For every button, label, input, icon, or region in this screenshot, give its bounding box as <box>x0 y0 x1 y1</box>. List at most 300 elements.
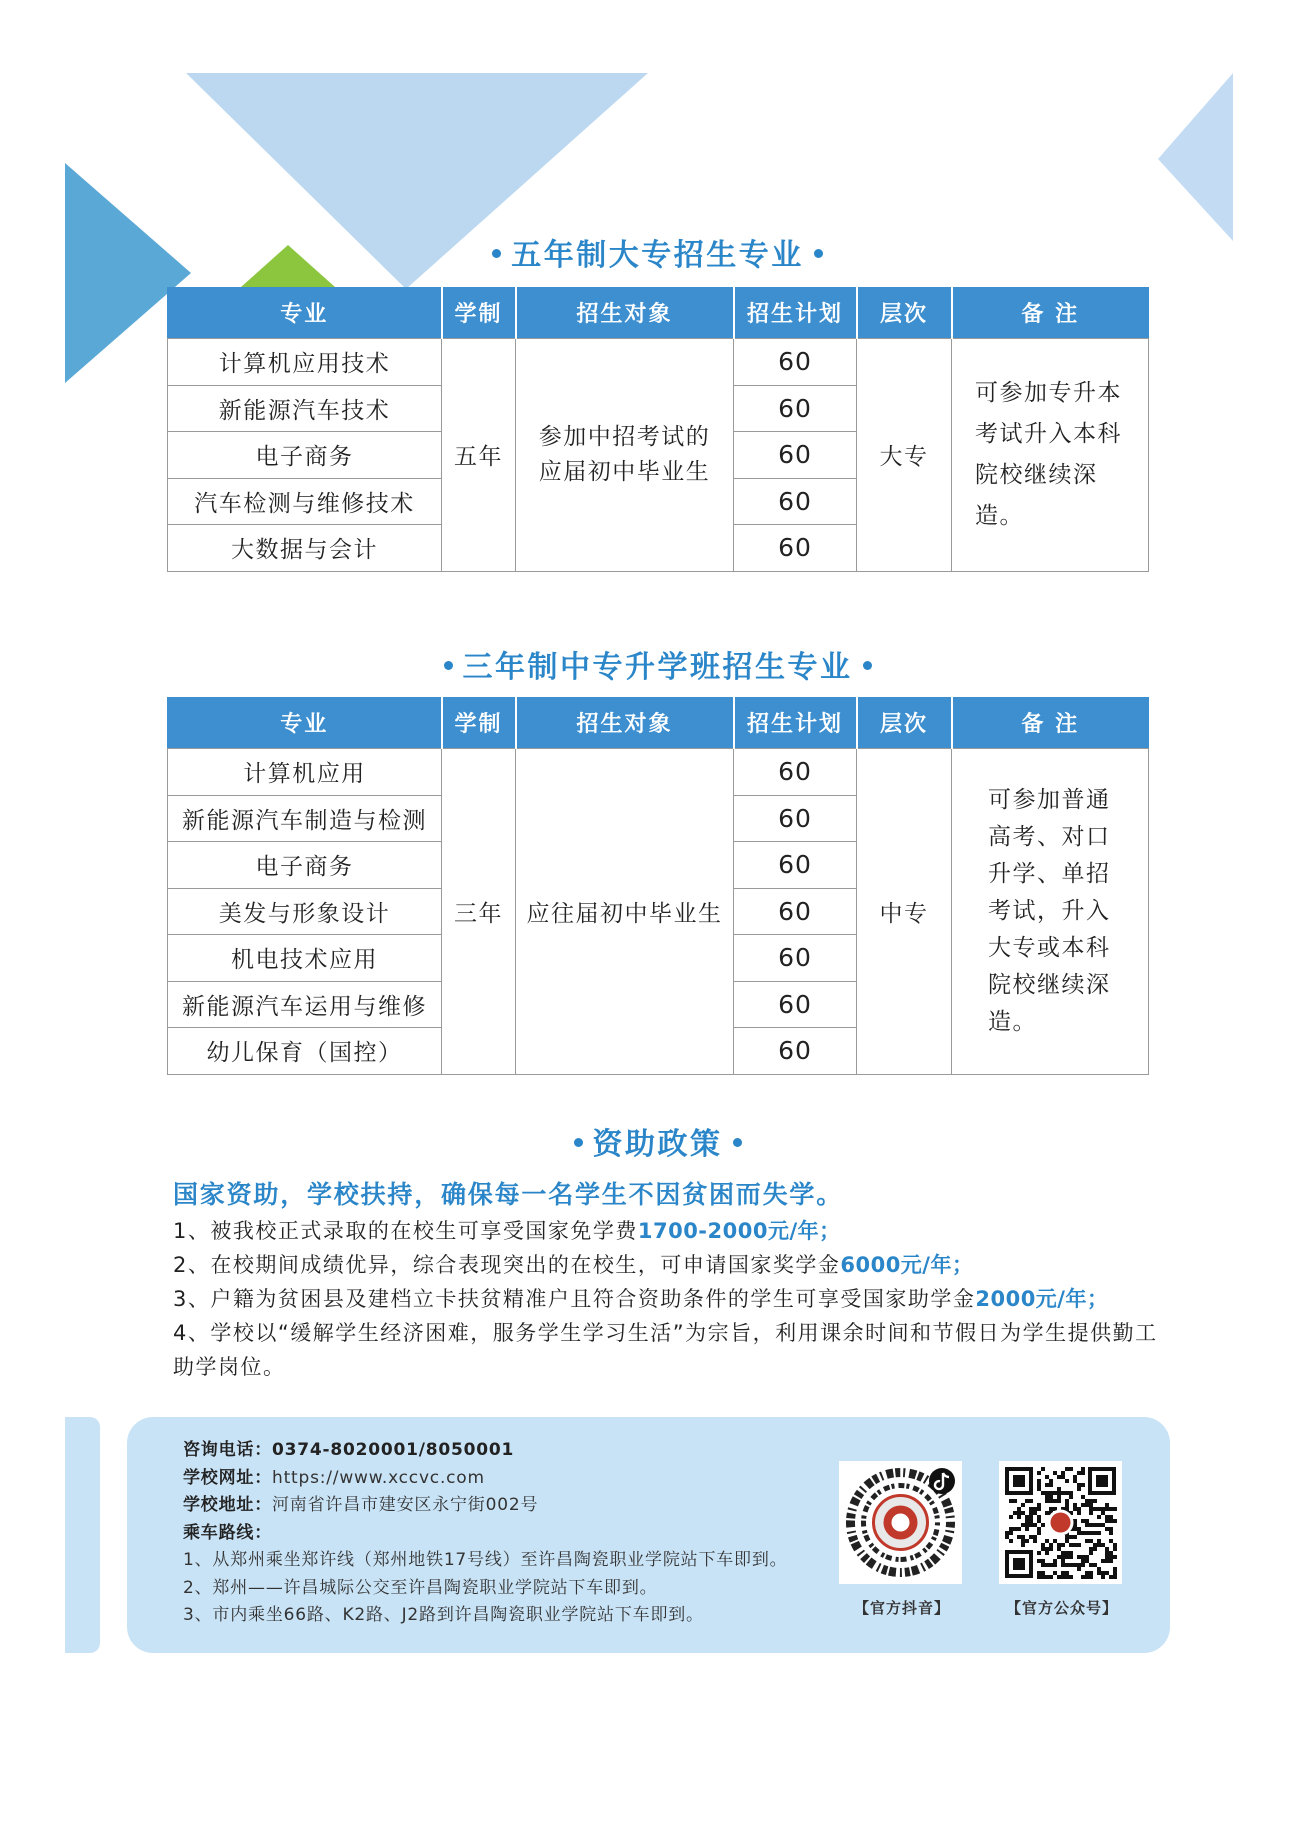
qr-module <box>1045 1547 1049 1551</box>
qr-module <box>1109 1519 1113 1523</box>
qr-module <box>1057 1491 1061 1495</box>
qr-module <box>1041 1547 1045 1551</box>
qr-module <box>1045 1495 1049 1499</box>
qr-module <box>1045 1539 1049 1543</box>
qr-module <box>1089 1511 1093 1515</box>
qr-module <box>1041 1563 1045 1567</box>
header-target: 招生对象 <box>516 287 734 339</box>
qr-module <box>1073 1527 1077 1531</box>
qr-module <box>1037 1515 1041 1519</box>
qr-module <box>1041 1491 1045 1495</box>
qr-module <box>1061 1571 1065 1575</box>
qr-module <box>1013 1511 1017 1515</box>
qr-module <box>1049 1543 1053 1547</box>
policy-item-text: 2、在校期间成绩优异，综合表现突出的在校生，可申请国家奖学金 <box>173 1253 841 1277</box>
qr-module <box>1085 1559 1089 1563</box>
qr-module <box>1037 1487 1041 1491</box>
header-level: 层次 <box>857 287 952 339</box>
section-title-policy <box>167 1119 1148 1163</box>
qr-module <box>1017 1535 1021 1539</box>
qr-module <box>1057 1543 1061 1547</box>
qr-module <box>1025 1499 1029 1503</box>
qr-module <box>1053 1471 1057 1475</box>
qr-module <box>1029 1511 1033 1515</box>
qr-module <box>1113 1575 1117 1579</box>
qr-module <box>1069 1535 1073 1539</box>
qr-module <box>1037 1551 1041 1555</box>
policy-list <box>173 1214 1163 1384</box>
qr-module <box>1097 1543 1101 1547</box>
qr-module <box>1069 1543 1073 1547</box>
bullet-dot <box>733 1138 742 1147</box>
qr-module <box>1065 1535 1069 1539</box>
qr-module <box>1077 1555 1081 1559</box>
qr-module <box>1097 1507 1101 1511</box>
qr-module <box>1065 1551 1069 1555</box>
qr-module <box>1069 1491 1073 1495</box>
major-cell: 计算机应用 <box>168 749 442 796</box>
qr-module <box>1105 1551 1109 1555</box>
policy-item-amount: 2000元/年 <box>975 1287 1087 1311</box>
qr-module <box>1057 1499 1061 1503</box>
qr-module <box>1021 1511 1025 1515</box>
qr-module <box>1089 1563 1093 1567</box>
bullet-dot <box>814 249 823 258</box>
qr-module <box>1085 1499 1089 1503</box>
bullet-dot <box>863 661 872 670</box>
qr-module <box>1049 1479 1053 1483</box>
qr-module <box>1093 1531 1097 1535</box>
qr-module <box>1049 1483 1053 1487</box>
qr-module <box>1029 1523 1033 1527</box>
qr-module <box>1109 1555 1113 1559</box>
qr-module <box>1045 1483 1049 1487</box>
qr-module <box>1021 1535 1025 1539</box>
qr-module <box>1037 1519 1041 1523</box>
qr-finder-bottom-left <box>1005 1550 1033 1578</box>
phone-label: 咨询电话： <box>183 1440 272 1460</box>
section-title-text: 五年制大专招生专业 <box>511 238 804 273</box>
qr-module <box>1109 1515 1113 1519</box>
qr-module <box>1053 1491 1057 1495</box>
header-plan: 招生计划 <box>734 287 857 339</box>
major-cell: 新能源汽车技术 <box>168 385 442 432</box>
qr-module <box>1045 1499 1049 1503</box>
qr-module <box>1081 1555 1085 1559</box>
qr-module <box>1045 1563 1049 1567</box>
qr-douyin-label: 【官方抖音】 <box>853 1599 950 1617</box>
qr-module <box>1085 1575 1089 1579</box>
qr-module <box>1049 1491 1053 1495</box>
qr-module <box>1081 1495 1085 1499</box>
qr-module <box>1057 1475 1061 1479</box>
qr-module <box>1113 1543 1117 1547</box>
address-value: 河南省许昌市建安区永宁街002号 <box>272 1495 539 1515</box>
qr-module <box>1089 1523 1093 1527</box>
qr-module <box>1005 1531 1009 1535</box>
qr-module <box>1017 1515 1021 1519</box>
qr-module <box>1057 1495 1061 1499</box>
header-plan: 招生计划 <box>734 697 857 749</box>
website-label: 学校网址： <box>183 1467 272 1488</box>
qr-module <box>1089 1551 1093 1555</box>
major-cell: 机电技术应用 <box>168 935 442 982</box>
major-cell: 美发与形象设计 <box>168 888 442 935</box>
qr-module <box>1041 1559 1045 1563</box>
plan-cell: 60 <box>734 432 857 479</box>
qr-module <box>1097 1531 1101 1535</box>
policy-item-amount: 1700-2000元/年 <box>637 1219 820 1243</box>
qr-module <box>1037 1471 1041 1475</box>
qr-module <box>1041 1571 1045 1575</box>
section-title-text: 三年制中专升学班招生专业 <box>462 650 853 685</box>
qr-module <box>1073 1475 1077 1479</box>
qr-module <box>1089 1539 1093 1543</box>
policy-item-amount: 6000元/年 <box>840 1253 952 1277</box>
qr-module <box>1061 1563 1065 1567</box>
qr-module <box>1085 1571 1089 1575</box>
qr-module <box>1085 1519 1089 1523</box>
qr-module <box>1049 1507 1053 1511</box>
qr-module <box>1033 1511 1037 1515</box>
qr-module <box>1109 1551 1113 1555</box>
qr-module <box>1097 1539 1101 1543</box>
qr-module <box>1081 1519 1085 1523</box>
qr-module <box>1105 1555 1109 1559</box>
qr-code-wechat[interactable] <box>999 1461 1122 1584</box>
qr-module <box>1065 1491 1069 1495</box>
qr-module <box>1045 1511 1049 1515</box>
qr-module <box>1065 1575 1069 1579</box>
major-cell: 幼儿保育（国控） <box>168 1028 442 1075</box>
policy-item-text: 3、户籍为贫困县及建档立卡扶贫精准户且符合资助条件的学生可享受国家助学金 <box>173 1287 976 1311</box>
qr-module <box>1033 1535 1037 1539</box>
major-cell: 电子商务 <box>168 842 442 889</box>
qr-module <box>1101 1559 1105 1563</box>
qr-module <box>1061 1543 1065 1547</box>
qr-module <box>1009 1539 1013 1543</box>
qr-module <box>1081 1559 1085 1563</box>
qr-module <box>1097 1523 1101 1527</box>
qr-module <box>1041 1543 1045 1547</box>
policy-item-suffix: ； <box>1086 1287 1109 1311</box>
qr-module <box>1045 1551 1049 1555</box>
qr-module <box>1057 1547 1061 1551</box>
qr-module <box>1101 1543 1105 1547</box>
qr-module <box>1025 1523 1029 1527</box>
qr-module <box>1113 1571 1117 1575</box>
qr-module <box>1109 1539 1113 1543</box>
table-header-row <box>168 697 1149 749</box>
phone-value: 0374-8020001/8050001 <box>272 1440 515 1460</box>
qr-module <box>1065 1467 1069 1471</box>
qr-module <box>1113 1519 1117 1523</box>
qr-module <box>1009 1531 1013 1535</box>
qr-module <box>1069 1551 1073 1555</box>
qr-module <box>1085 1503 1089 1507</box>
qr-module <box>1049 1563 1053 1567</box>
phone-line <box>183 1437 787 1465</box>
contact-info <box>183 1437 787 1630</box>
contact-footer <box>127 1417 1170 1653</box>
header-target: 招生对象 <box>516 697 734 749</box>
qr-module <box>1081 1575 1085 1579</box>
qr-finder-top-right <box>1088 1467 1116 1495</box>
plan-cell: 60 <box>734 525 857 572</box>
plan-cell: 60 <box>734 385 857 432</box>
duration-cell: 五年 <box>442 339 516 572</box>
qr-module <box>1053 1563 1057 1567</box>
qr-module <box>1077 1487 1081 1491</box>
qr-module <box>1073 1543 1077 1547</box>
qr-module <box>1033 1539 1037 1543</box>
qr-module <box>1073 1479 1077 1483</box>
qr-module <box>1013 1499 1017 1503</box>
major-cell: 大数据与会计 <box>168 525 442 572</box>
qr-wechat-label: 【官方公众号】 <box>1005 1599 1118 1617</box>
right-light-triangle <box>1158 73 1233 241</box>
qr-module <box>1105 1507 1109 1511</box>
qr-module <box>1029 1515 1033 1519</box>
qr-module <box>1065 1507 1069 1511</box>
qr-module <box>1101 1571 1105 1575</box>
header-note: 备 注 <box>952 287 1149 339</box>
qr-module <box>1021 1523 1025 1527</box>
qr-module <box>1093 1563 1097 1567</box>
qr-module <box>1081 1563 1085 1567</box>
qr-module <box>1069 1555 1073 1559</box>
level-cell: 中专 <box>857 749 952 1075</box>
level-cell: 大专 <box>857 339 952 572</box>
qr-module <box>1069 1563 1073 1567</box>
plan-cell: 60 <box>734 339 857 386</box>
table-row <box>168 339 1149 386</box>
major-cell: 新能源汽车运用与维修 <box>168 981 442 1028</box>
header-level: 层次 <box>857 697 952 749</box>
qr-module <box>1065 1499 1069 1503</box>
three-year-major-table <box>167 697 1149 1075</box>
policy-item <box>173 1214 1163 1248</box>
qr-module <box>1065 1555 1069 1559</box>
qr-module <box>1065 1503 1069 1507</box>
qr-module <box>1113 1507 1117 1511</box>
qr-module <box>1017 1511 1021 1515</box>
qr-module <box>1073 1523 1077 1527</box>
qr-module <box>1065 1563 1069 1567</box>
qr-module <box>1085 1539 1089 1543</box>
qr-module <box>1065 1539 1069 1543</box>
qr-module <box>1085 1531 1089 1535</box>
qr-module <box>1025 1527 1029 1531</box>
note-text: 可参加普通高考、对口升学、单招考试，升入大专或本科院校继续深造。 <box>988 786 1111 1035</box>
qr-module <box>1089 1575 1093 1579</box>
qr-module <box>1025 1539 1029 1543</box>
qr-module <box>1093 1543 1097 1547</box>
target-cell: 应往届初中毕业生 <box>516 749 734 1075</box>
address-line <box>183 1492 787 1520</box>
qr-module <box>1029 1499 1033 1503</box>
plan-cell: 60 <box>734 1028 857 1075</box>
address-label: 学校地址： <box>183 1495 272 1515</box>
qr-code-douyin[interactable] <box>839 1461 962 1584</box>
qr-module <box>1077 1527 1081 1531</box>
table-header-row <box>168 287 1149 339</box>
qr-module <box>1045 1575 1049 1579</box>
section-title-text: 资助政策 <box>592 1127 723 1162</box>
plan-cell: 60 <box>734 749 857 796</box>
qr-module <box>1093 1507 1097 1511</box>
qr-module <box>1049 1499 1053 1503</box>
qr-module <box>1029 1519 1033 1523</box>
qr-module <box>1069 1467 1073 1471</box>
qr-module <box>1109 1531 1113 1535</box>
plan-cell: 60 <box>734 888 857 935</box>
qr-module <box>1097 1571 1101 1575</box>
qr-module <box>1081 1531 1085 1535</box>
qr-module <box>1061 1551 1065 1555</box>
qr-module <box>1077 1511 1081 1515</box>
website-link[interactable]: https://www.xccvc.com <box>272 1467 485 1488</box>
target-text: 参加中招考试的应届初中毕业生 <box>538 423 711 485</box>
plan-cell: 60 <box>734 981 857 1028</box>
major-cell: 计算机应用技术 <box>168 339 442 386</box>
qr-module <box>1061 1559 1065 1563</box>
header-major: 专业 <box>168 287 442 339</box>
qr-module <box>1101 1507 1105 1511</box>
qr-module <box>1093 1547 1097 1551</box>
route-item: 1、从郑州乘坐郑许线（郑州地铁17号线）至许昌陶瓷职业学院站下车即到。 <box>183 1550 788 1570</box>
qr-module <box>1049 1547 1053 1551</box>
qr-finder-top-left <box>1005 1467 1033 1495</box>
qr-module <box>1101 1575 1105 1579</box>
policy-item-suffix: ； <box>951 1253 974 1277</box>
qr-module <box>1053 1539 1057 1543</box>
qr-module <box>1057 1487 1061 1491</box>
qr-module <box>1077 1567 1081 1571</box>
plan-cell: 60 <box>734 478 857 525</box>
qr-module <box>1049 1495 1053 1499</box>
qr-module <box>1009 1499 1013 1503</box>
qr-module <box>1029 1507 1033 1511</box>
qr-module <box>1053 1571 1057 1575</box>
footer-side-strip <box>65 1417 100 1653</box>
qr-module <box>1037 1527 1041 1531</box>
qr-module <box>1037 1575 1041 1579</box>
qr-module <box>1073 1535 1077 1539</box>
qr-module <box>1105 1547 1109 1551</box>
website-line <box>183 1465 787 1493</box>
qr-module <box>1077 1483 1081 1487</box>
qr-module <box>1081 1503 1085 1507</box>
qr-module <box>1073 1563 1077 1567</box>
qr-module <box>1049 1575 1053 1579</box>
plan-cell: 60 <box>734 795 857 842</box>
qr-module <box>1021 1503 1025 1507</box>
qr-module <box>1109 1507 1113 1511</box>
qr-module <box>1013 1527 1017 1531</box>
policy-item-text: 4、学校以“缓解学生经济困难，服务学生学习生活”为宗旨，利用课余时间和节假日为学生提供勤工助学岗位。 <box>173 1321 1158 1379</box>
qr-module <box>1093 1523 1097 1527</box>
qr-module <box>1061 1471 1065 1475</box>
route-item: 2、郑州——许昌城际公交至许昌陶瓷职业学院站下车即到。 <box>183 1577 658 1598</box>
note-text: 可参加专升本考试升入本科院校继续深造。 <box>975 379 1122 529</box>
qr-module <box>1009 1515 1013 1519</box>
major-cell: 电子商务 <box>168 432 442 479</box>
qr-module <box>1077 1507 1081 1511</box>
qr-module <box>1105 1527 1109 1531</box>
qr-module <box>1017 1507 1021 1511</box>
header-note: 备 注 <box>952 697 1149 749</box>
note-cell <box>952 749 1149 1075</box>
qr-module <box>1089 1499 1093 1503</box>
bullet-dot <box>574 1138 583 1147</box>
qr-module <box>1057 1555 1061 1559</box>
qr-module <box>1081 1467 1085 1471</box>
qr-module <box>1101 1511 1105 1515</box>
qr-module <box>1077 1531 1081 1535</box>
qr-module <box>1097 1567 1101 1571</box>
qr-module <box>1061 1491 1065 1495</box>
qr-module <box>1045 1491 1049 1495</box>
qr-module <box>1041 1575 1045 1579</box>
table-row <box>168 749 1149 796</box>
qr-module <box>1037 1483 1041 1487</box>
qr-module <box>1093 1499 1097 1503</box>
qr-module <box>1105 1503 1109 1507</box>
qr-module <box>1037 1559 1041 1563</box>
header-major: 专业 <box>168 697 442 749</box>
qr-module <box>1065 1571 1069 1575</box>
policy-item-text: 1、被我校正式录取的在校生可享受国家免学费 <box>173 1219 638 1243</box>
qr-module <box>1085 1523 1089 1527</box>
header-duration: 学制 <box>442 697 516 749</box>
qr-module <box>1109 1559 1113 1563</box>
qr-module <box>1041 1523 1045 1527</box>
qr-module <box>1037 1479 1041 1483</box>
qr-module <box>1097 1515 1101 1519</box>
qr-module <box>1089 1547 1093 1551</box>
qr-module <box>1037 1531 1041 1535</box>
qr-module <box>1073 1519 1077 1523</box>
qr-module <box>1009 1527 1013 1531</box>
plan-cell: 60 <box>734 842 857 889</box>
qr-module <box>1037 1507 1041 1511</box>
qr-module <box>1021 1543 1025 1547</box>
bullet-dot <box>444 661 453 670</box>
route-label: 乘车路线： <box>183 1522 272 1543</box>
route-line <box>183 1520 787 1548</box>
qr-module <box>1113 1555 1117 1559</box>
qr-module <box>1033 1507 1037 1511</box>
qr-module <box>1081 1471 1085 1475</box>
qr-module <box>1005 1535 1009 1539</box>
qr-module <box>1101 1523 1105 1527</box>
policy-item <box>173 1316 1163 1384</box>
qr-module <box>1037 1571 1041 1575</box>
qr-module <box>1105 1559 1109 1563</box>
qr-module <box>1069 1495 1073 1499</box>
qr-module <box>1053 1559 1057 1563</box>
qr-module <box>1113 1567 1117 1571</box>
policy-item <box>173 1282 1163 1316</box>
qr-module <box>1105 1571 1109 1575</box>
school-logo-icon-inner <box>1051 1513 1071 1533</box>
policy-item-suffix: ； <box>819 1219 841 1243</box>
qr-module <box>1109 1575 1113 1579</box>
qr-module <box>1089 1571 1093 1575</box>
qr-module <box>1061 1555 1065 1559</box>
policy-subtitle: 国家资助，学校扶持，确保每一名学生不因贫困而失学。 <box>173 1180 844 1209</box>
